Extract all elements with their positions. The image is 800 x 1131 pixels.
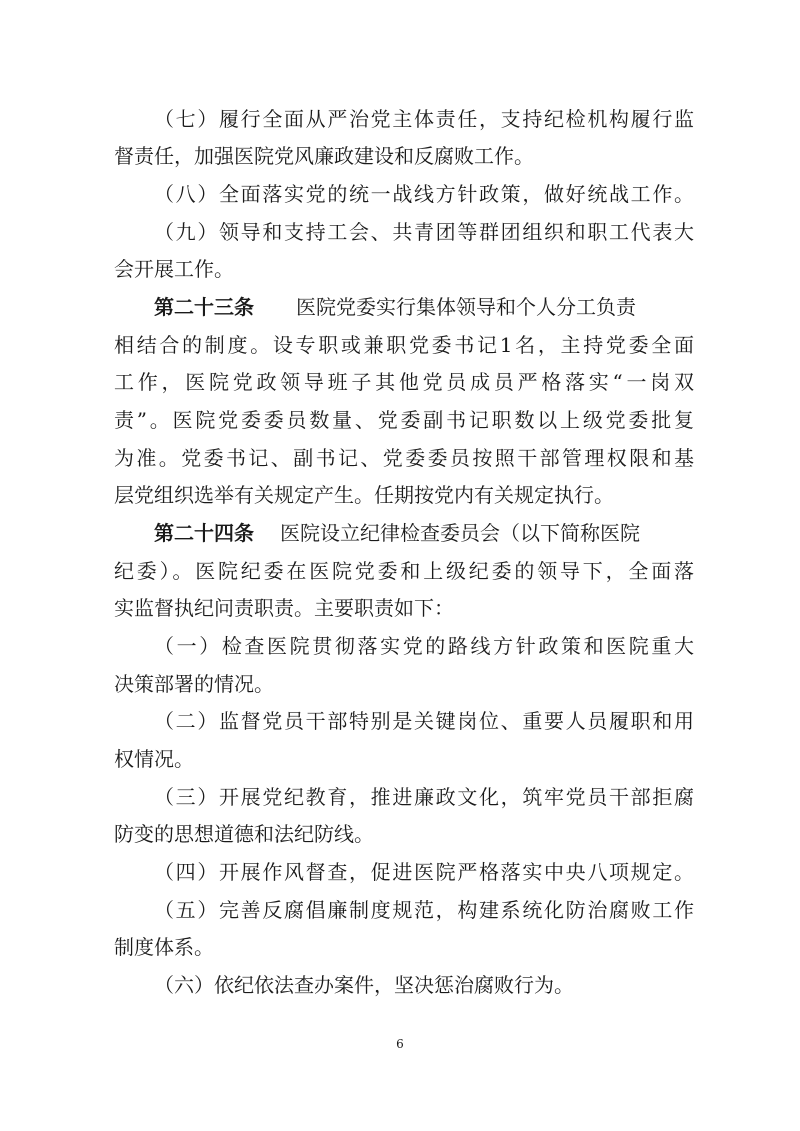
paragraph-line: 工作，医院党政领导班子其他党员成员严格落实“一岗双 (114, 370, 694, 394)
article-label: 第二十四条 (154, 521, 254, 545)
article-text: 医院设立纪律检查委员会（以下简称医院 (280, 521, 640, 545)
paragraph-line: 责”。医院党委委员数量、党委副书记职数以上级党委批复 (114, 408, 694, 432)
paragraph-line: 层党组织选举有关规定产生。任期按党内有关规定执行。 (114, 483, 614, 507)
paragraph-line: （一）检查医院贯彻落实党的路线方针政策和医院重大 (154, 634, 694, 658)
paragraph-line: （三）开展党纪教育，推进廉政文化，筑牢党员干部拒腐 (154, 785, 694, 809)
paragraph-line: （二）监督党员干部特别是关键岗位、重要人员履职和用 (154, 709, 694, 733)
article-label: 第二十三条 (154, 295, 254, 319)
paragraph-line: （五）完善反腐倡廉制度规范，构建系统化防治腐败工作 (154, 898, 694, 922)
paragraph-line: 督责任，加强医院党风廉政建设和反腐败工作。 (114, 144, 534, 168)
paragraph-line: （八）全面落实党的统一战线方针政策，做好统战工作。 (154, 182, 694, 206)
paragraph-line: （六）依纪依法查办案件，坚决惩治腐败行为。 (154, 973, 574, 997)
paragraph-line: 防变的思想道德和法纪防线。 (114, 822, 374, 846)
paragraph-line: （四）开展作风督查，促进医院严格落实中央八项规定。 (154, 860, 694, 884)
paragraph-line: （九）领导和支持工会、共青团等群团组织和职工代表大 (154, 220, 694, 244)
article-text: 医院党委实行集体领导和个人分工负责 (296, 295, 636, 319)
paragraph-line: 会开展工作。 (114, 257, 234, 281)
paragraph-line: 权情况。 (114, 747, 194, 771)
article-line (154, 516, 694, 550)
paragraph-line: 实监督执纪问责职责。主要职责如下： (114, 596, 454, 620)
paragraph-line: 为准。党委书记、副书记、党委委员按照干部管理权限和基 (114, 446, 694, 470)
paragraph-line: 制度体系。 (114, 935, 214, 959)
paragraph-line: 决策部署的情况。 (114, 672, 274, 696)
article-line (154, 290, 694, 324)
paragraph-line: 相结合的制度。设专职或兼职党委书记1名，主持党委全面 (114, 333, 694, 357)
paragraph-line: （七）履行全面从严治党主体责任，支持纪检机构履行监 (154, 107, 694, 131)
paragraph-line: 纪委）。医院纪委在医院党委和上级纪委的领导下，全面落 (114, 559, 694, 583)
page-number: 6 (396, 1037, 404, 1051)
